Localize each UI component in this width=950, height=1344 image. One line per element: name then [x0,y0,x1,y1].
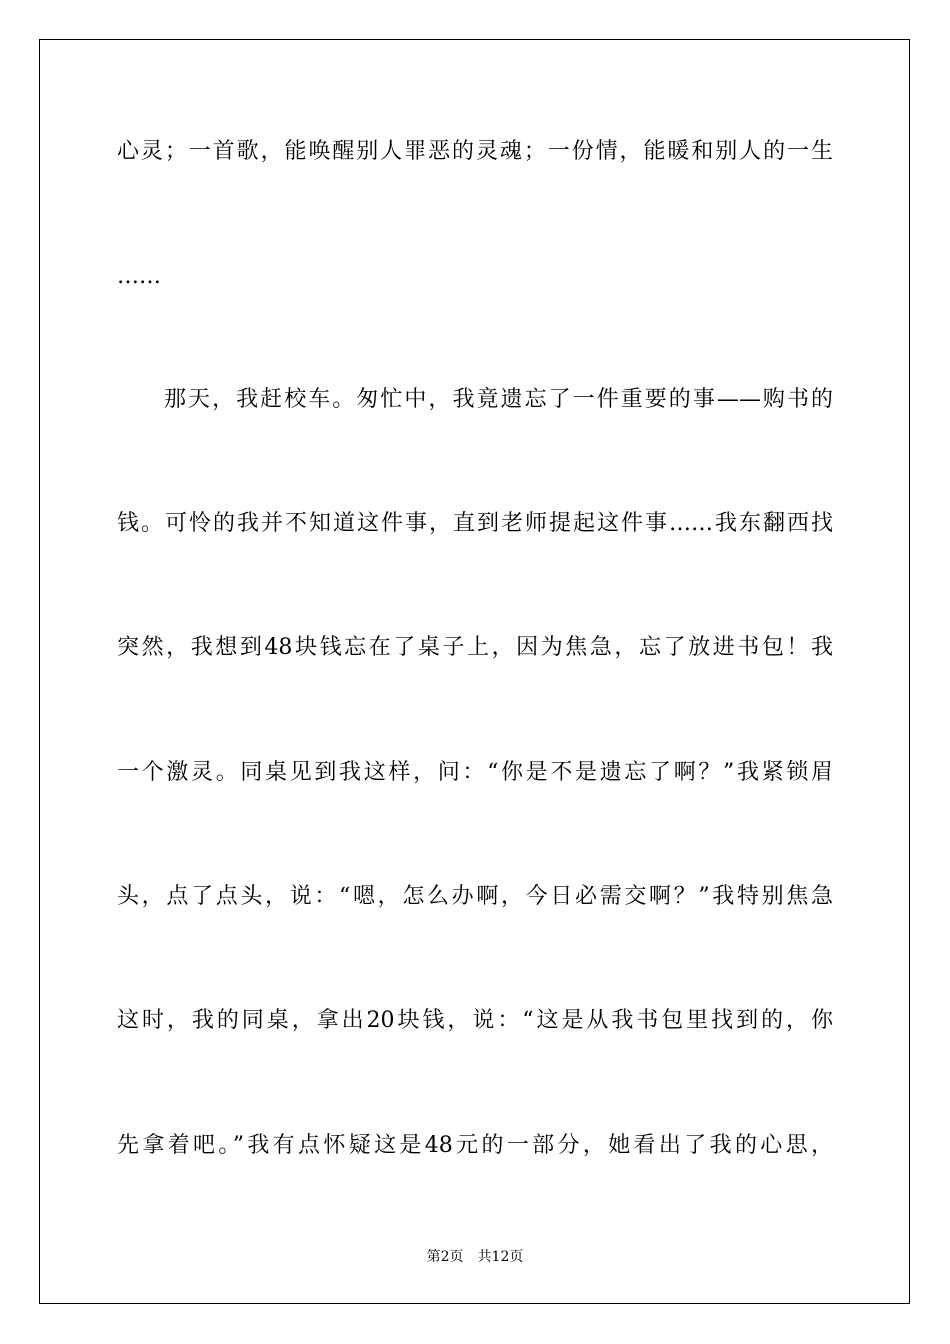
text-line-2: …… [117,264,161,289]
page-footer [0,1247,950,1267]
text-line-5: 突然，我想到48块钱忘在了桌子上，因为焦急，忘了放进书包！我 [117,635,833,660]
text-line-1: 心灵；一首歌，能唤醒别人罪恶的灵魂；一份情，能暖和别人的一生 [117,139,833,164]
text-line-9: 先拿着吧。”我有点怀疑这是48元的一部分，她看出了我的心思， [117,1133,833,1158]
page-border [39,39,910,1304]
text-line-4: 钱。可怜的我并不知道这件事，直到老师提起这件事……我东翻西找 [117,511,833,536]
text-line-8: 这时，我的同桌，拿出20块钱，说：“这是从我书包里找到的，你 [117,1008,833,1033]
text-line-7: 头，点了点头，说：“嗯，怎么办啊，今日必需交啊？”我特别焦急 [117,884,833,909]
total-pages: 共12页 [477,1249,524,1265]
text-line-3: 那天，我赶校车。匆忙中，我竟遗忘了一件重要的事——购书的 [164,387,833,412]
page-number: 第2页 [426,1249,464,1265]
text-line-6: 一个激灵。同桌见到我这样，问：“你是不是遗忘了啊？”我紧锁眉 [117,760,833,785]
